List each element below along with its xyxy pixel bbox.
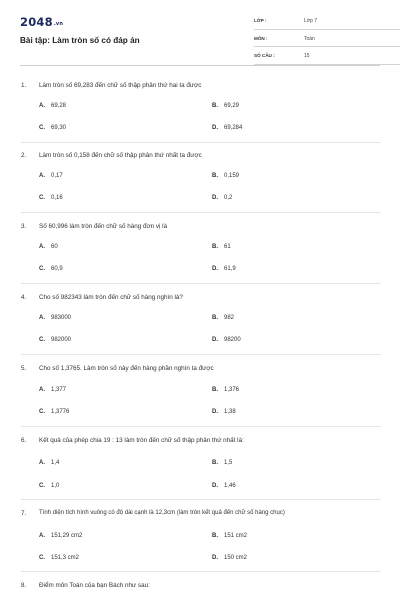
question-8 [21, 582, 381, 594]
option-d[interactable]: D. 61,9 [212, 266, 236, 272]
meta-class: LỚP : Lớp 7 [254, 14, 400, 30]
option-d[interactable]: D. 69,284 [212, 125, 243, 131]
option-a[interactable]: A. 983000 [39, 315, 72, 321]
question-1 [21, 82, 381, 131]
site-logo[interactable]: 2048.vn [20, 15, 64, 29]
question-separator [21, 499, 381, 500]
question-number: 2. [21, 152, 27, 159]
worksheet-header [20, 14, 380, 60]
question-number: 7. [21, 510, 27, 517]
option-a[interactable]: A. 60 [39, 244, 58, 250]
option-d[interactable]: D. 1,38 [212, 409, 236, 415]
option-a[interactable]: A. 151,29 cm2 [39, 533, 83, 539]
option-a[interactable]: A. 0,17 [39, 173, 63, 179]
option-b[interactable]: B. 151 cm2 [212, 533, 248, 539]
option-a[interactable]: A. 69,28 [39, 103, 67, 109]
worksheet-meta [254, 14, 400, 67]
question-separator [21, 354, 381, 355]
option-d[interactable]: D. 150 cm2 [212, 555, 248, 561]
question-number: 3. [21, 223, 27, 230]
meta-subject: MÔN : Toán [254, 32, 400, 48]
worksheet-title: Bài tập: Làm tròn số có đáp án [20, 36, 140, 45]
question-number: 5. [21, 365, 27, 372]
option-c[interactable]: C. 60,9 [39, 266, 63, 272]
option-b[interactable]: B. 982 [212, 315, 235, 321]
question-number: 8. [21, 582, 27, 589]
question-separator [21, 212, 381, 213]
option-b[interactable]: B. 69,29 [212, 103, 240, 109]
question-7 [21, 510, 381, 561]
option-b[interactable]: B. 0,159 [212, 173, 240, 179]
question-separator [21, 142, 381, 143]
option-a[interactable]: A. 1,4 [39, 460, 60, 466]
question-text: Kết quả của phép chia 19 : 13 làm tròn đến chữ số thập phân thứ nhất là: [39, 437, 244, 444]
option-b[interactable]: B. 1,5 [212, 460, 233, 466]
question-6 [21, 437, 381, 489]
option-b[interactable]: B. 61 [212, 244, 231, 250]
question-4 [21, 294, 381, 343]
option-d[interactable]: D. 0,2 [212, 195, 233, 201]
option-c[interactable]: C. 0,16 [39, 195, 63, 201]
option-a[interactable]: A. 1,377 [39, 387, 67, 393]
option-c[interactable]: C. 151,3 cm2 [39, 555, 80, 561]
question-2 [21, 152, 381, 201]
question-text: Tính diện tích hình vuông có độ dài cạnh là 12,3cm (làm tròn kết quả đến chữ số hàng chục) [39, 510, 285, 516]
header-divider [20, 65, 380, 66]
option-d[interactable]: D. 98200 [212, 337, 241, 343]
question-text: Số 60,996 làm tròn đến chữ số hàng đơn vị là [39, 223, 168, 230]
option-c[interactable]: C. 1,3776 [39, 409, 70, 415]
question-3 [21, 223, 381, 272]
option-b[interactable]: B. 1,376 [212, 387, 240, 393]
meta-question-count: SỐ CÂU : 15 [254, 49, 400, 65]
option-d[interactable]: D. 1,46 [212, 483, 236, 489]
question-text: Cho số 1,3765. Làm tròn số này đến hàng phần nghìn ta được [39, 365, 214, 372]
question-text: Làm tròn số 0,158 đến chữ số thập phân thứ nhất ta được [39, 152, 202, 159]
question-5 [21, 365, 381, 415]
question-separator [21, 426, 381, 427]
option-c[interactable]: C. 1,0 [39, 483, 60, 489]
option-c[interactable]: C. 69,30 [39, 125, 67, 131]
question-text: Cho số 982343 làm tròn đến chữ số hàng nghìn là? [39, 294, 183, 301]
question-separator [21, 571, 381, 572]
question-number: 1. [21, 82, 27, 89]
option-c[interactable]: C. 982000 [39, 337, 72, 343]
question-text: Điểm môn Toán của bạn Bách như sau: [39, 582, 150, 589]
question-separator [21, 283, 381, 284]
question-number: 6. [21, 437, 27, 444]
question-number: 4. [21, 294, 27, 301]
question-text: Làm tròn số 69,283 đến chữ số thập phân thứ hai ta được [39, 82, 202, 89]
